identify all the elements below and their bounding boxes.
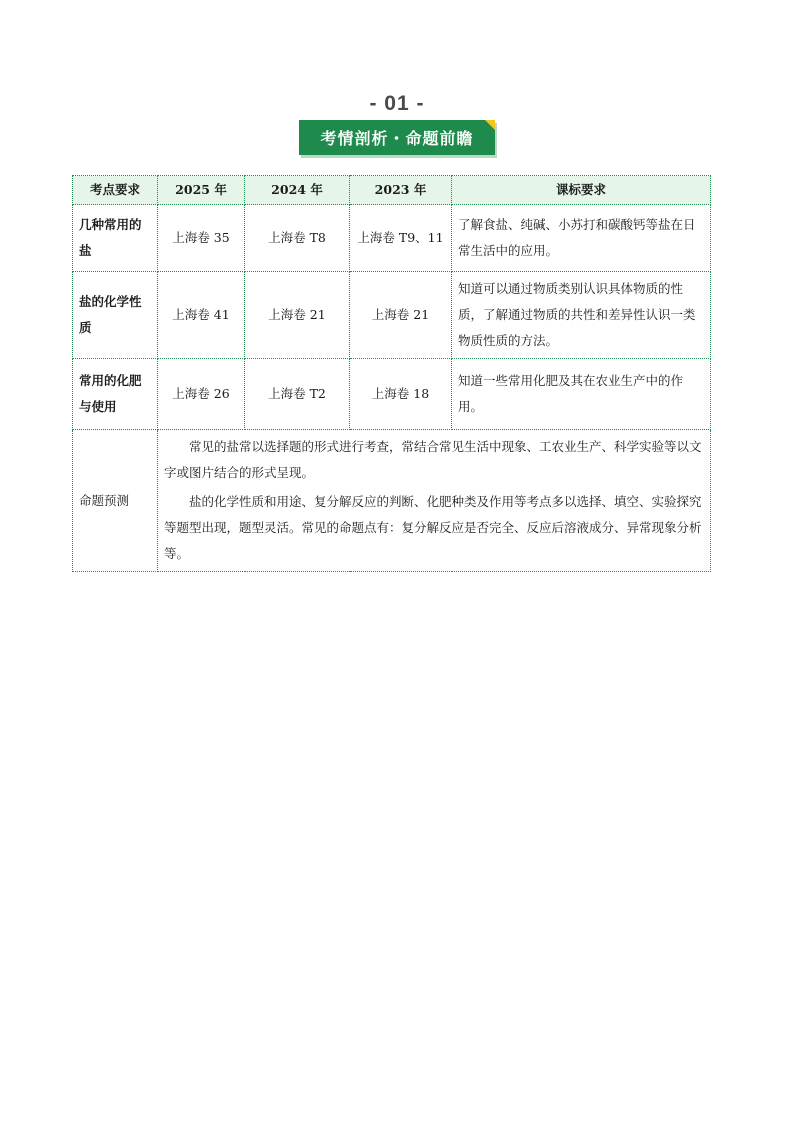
header-requirement: 课标要求 — [452, 176, 711, 205]
prediction-row — [73, 430, 711, 572]
year-2024-cell: 上海卷 T2 — [245, 359, 350, 430]
year-2023-cell: 上海卷 21 — [350, 272, 452, 359]
table-header-row — [73, 176, 711, 205]
table-row — [73, 359, 711, 430]
year-2023-cell: 上海卷 T9、11 — [350, 205, 452, 272]
prediction-label: 命题预测 — [73, 430, 158, 572]
section-banner — [299, 120, 495, 155]
requirement-cell: 知道一些常用化肥及其在农业生产中的作用。 — [452, 359, 711, 430]
table-row — [73, 205, 711, 272]
topic-cell: 常用的化肥与使用 — [73, 359, 158, 430]
prediction-paragraph: 盐的化学性质和用途、复分解反应的判断、化肥种类及作用等考点多以选择、填空、实验探究等题型出现，题型灵活。常见的命题点有：复分解反应是否完全、反应后溶液成分、异常现象分析等。 — [164, 494, 702, 561]
year-2025-cell: 上海卷 41 — [158, 272, 245, 359]
header-2023: 2023 年 — [350, 176, 452, 205]
header-2025: 2025 年 — [158, 176, 245, 205]
year-2024-cell: 上海卷 T8 — [245, 205, 350, 272]
table-row — [73, 272, 711, 359]
prediction-content — [158, 430, 711, 572]
prediction-paragraph: 常见的盐常以选择题的形式进行考查，常结合常见生活中现象、工农业生产、科学实验等以文字或图片结合的形式呈现。 — [164, 439, 702, 480]
year-2024-cell: 上海卷 21 — [245, 272, 350, 359]
header-topic: 考点要求 — [73, 176, 158, 205]
year-2025-cell: 上海卷 35 — [158, 205, 245, 272]
topic-cell: 盐的化学性质 — [73, 272, 158, 359]
section-banner-title: 考情剖析・命题前瞻 — [320, 129, 474, 148]
section-number: - 01 - — [369, 92, 425, 115]
requirement-cell: 了解食盐、纯碱、小苏打和碳酸钙等盐在日常生活中的应用。 — [452, 205, 711, 272]
banner-corner-decoration — [485, 120, 495, 130]
header-2024: 2024 年 — [245, 176, 350, 205]
requirement-cell: 知道可以通过物质类别认识具体物质的性质，了解通过物质的共性和差异性认识一类物质性质的方法。 — [452, 272, 711, 359]
year-2025-cell: 上海卷 26 — [158, 359, 245, 430]
year-2023-cell: 上海卷 18 — [350, 359, 452, 430]
topic-cell: 几种常用的盐 — [73, 205, 158, 272]
exam-analysis-table — [72, 175, 711, 572]
